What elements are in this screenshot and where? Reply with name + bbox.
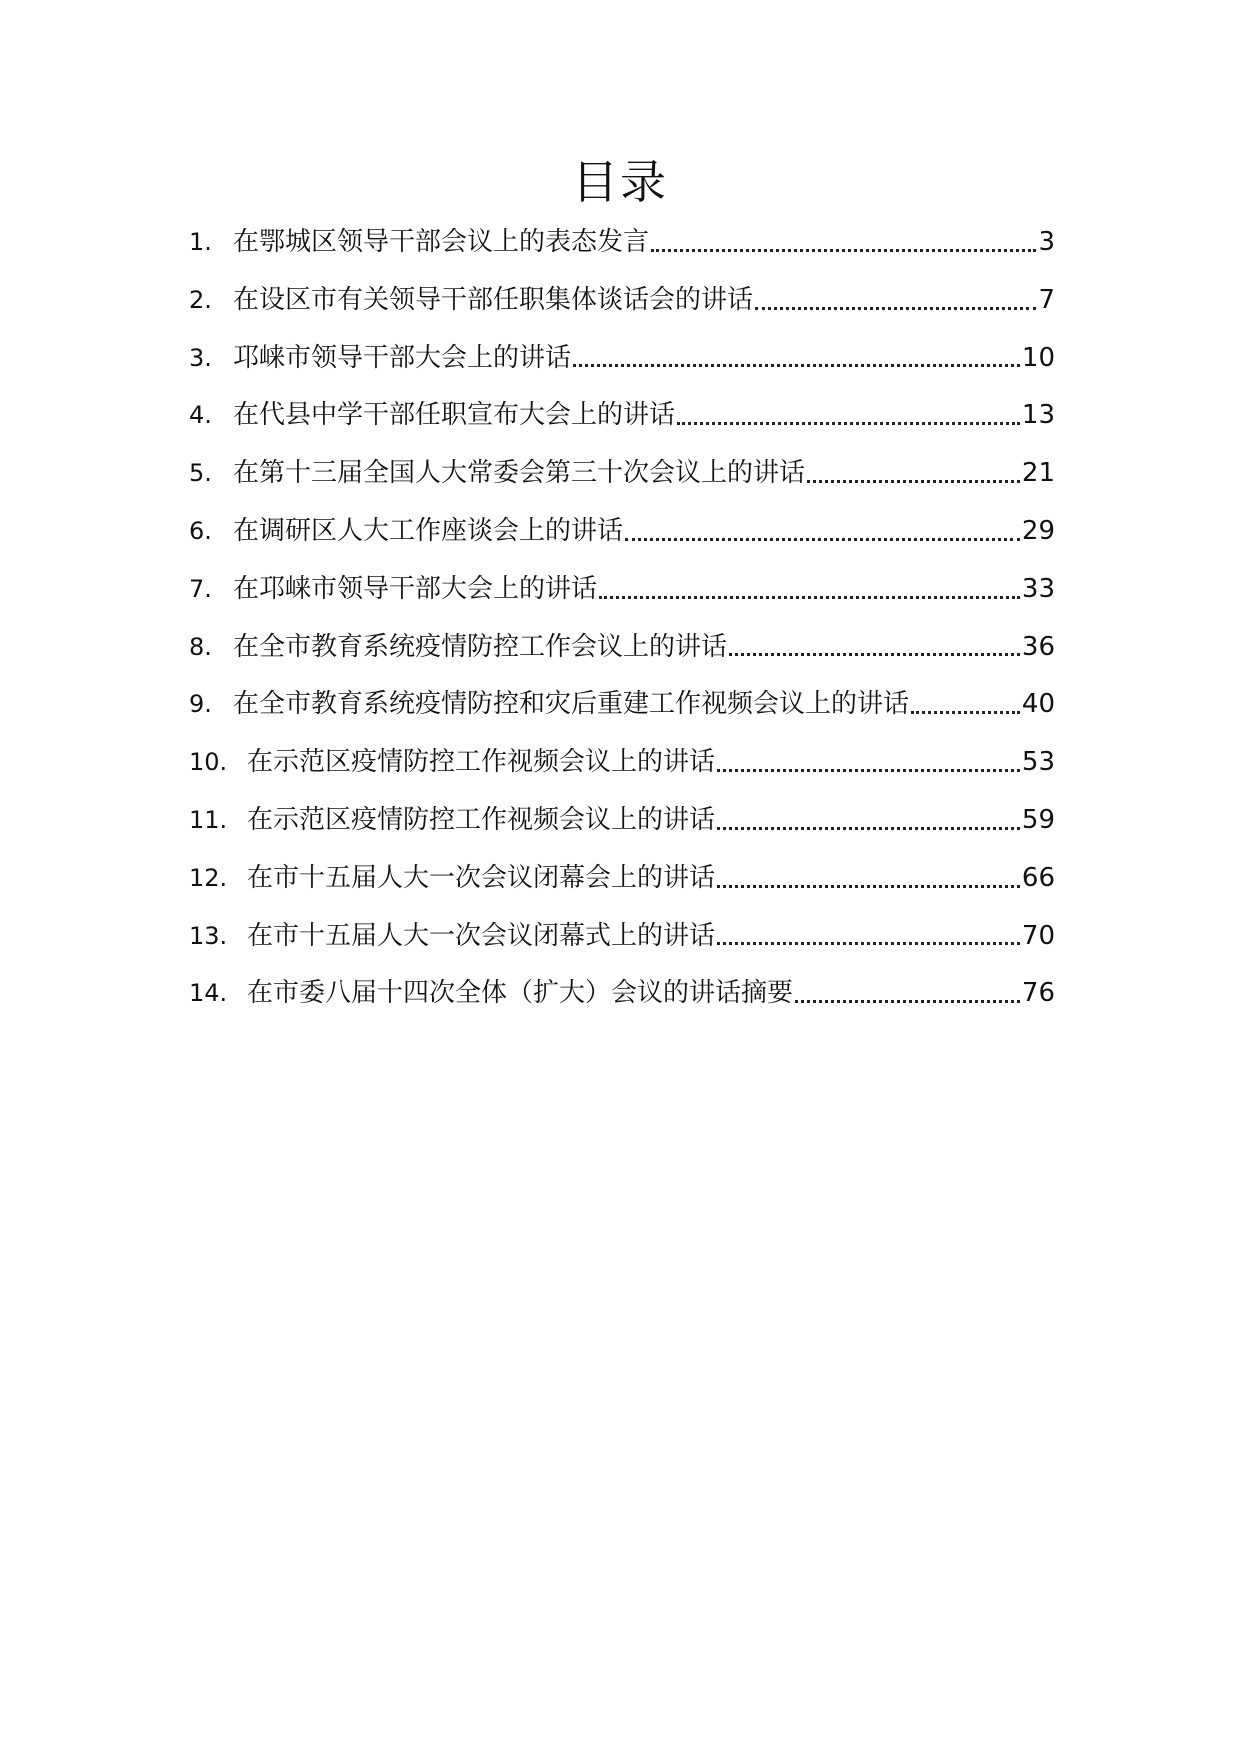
toc-entry-page: 70 (1021, 920, 1055, 951)
toc-entry-number: 2. (189, 285, 212, 314)
toc-entry[interactable] (189, 965, 1055, 1023)
toc-entry-page: 59 (1021, 804, 1055, 835)
toc-leader-dots (625, 535, 1020, 541)
toc-entry-title: 在全市教育系统疫情防控和灾后重建工作视频会议上的讲话 (233, 689, 910, 720)
toc-entry-title: 在调研区人大工作座谈会上的讲话 (233, 515, 624, 546)
toc-entry-number: 12. (189, 863, 228, 892)
toc-entry-page: 7 (1038, 284, 1055, 315)
toc-entry-number: 10. (189, 748, 228, 777)
toc-entry-page: 36 (1021, 631, 1055, 662)
toc-entry-title: 在全市教育系统疫情防控工作会议上的讲话 (233, 631, 728, 662)
toc-entry-page: 10 (1021, 342, 1055, 373)
toc-entry-number: 11. (189, 805, 228, 834)
toc-leader-dots (651, 246, 1036, 252)
toc-entry-title: 在示范区疫情防控工作视频会议上的讲话 (247, 804, 716, 835)
toc-entry[interactable] (189, 330, 1055, 388)
toc-entry[interactable] (189, 214, 1055, 272)
toc-entry[interactable] (189, 850, 1055, 908)
toc-entry-number: 3. (189, 343, 212, 372)
toc-entry-page: 21 (1021, 458, 1055, 489)
toc-list (189, 214, 1055, 1023)
toc-entry-page: 33 (1021, 573, 1055, 604)
toc-entry-number: 13. (189, 921, 228, 950)
toc-entry-title: 在市十五届人大一次会议闭幕会上的讲话 (247, 862, 716, 893)
toc-leader-dots (717, 766, 1020, 772)
toc-entry-number: 7. (189, 574, 212, 603)
toc-entry[interactable] (189, 619, 1055, 677)
toc-leader-dots (807, 477, 1020, 483)
toc-leader-dots (755, 304, 1036, 310)
toc-entry[interactable] (189, 561, 1055, 619)
toc-entry-title: 在邛崃市领导干部大会上的讲话 (233, 573, 598, 604)
toc-leader-dots (573, 361, 1020, 367)
toc-entry[interactable] (189, 387, 1055, 445)
toc-leader-dots (677, 419, 1020, 425)
toc-entry-number: 5. (189, 459, 212, 488)
toc-entry-page: 29 (1021, 515, 1055, 546)
toc-leader-dots (717, 824, 1020, 830)
toc-leader-dots (795, 997, 1020, 1003)
toc-entry[interactable] (189, 908, 1055, 966)
toc-entry-page: 53 (1021, 747, 1055, 778)
toc-entry[interactable] (189, 272, 1055, 330)
toc-entry-page: 66 (1021, 862, 1055, 893)
toc-entry-title: 在设区市有关领导干部任职集体谈话会的讲话 (233, 284, 754, 315)
toc-entry[interactable] (189, 503, 1055, 561)
toc-entry-page: 3 (1038, 227, 1055, 257)
toc-entry-title: 在鄂城区领导干部会议上的表态发言 (233, 227, 650, 257)
toc-entry-number: 8. (189, 632, 212, 661)
toc-entry-number: 6. (189, 516, 212, 545)
toc-entry-number: 9. (189, 690, 212, 719)
toc-entry[interactable] (189, 445, 1055, 503)
toc-entry-title: 邛崃市领导干部大会上的讲话 (233, 342, 572, 373)
toc-leader-dots (717, 882, 1020, 888)
toc-entry[interactable] (189, 734, 1055, 792)
toc-entry-title: 在市委八届十四次全体（扩大）会议的讲话摘要 (247, 978, 794, 1009)
toc-entry-page: 13 (1021, 400, 1055, 431)
toc-entry[interactable] (189, 792, 1055, 850)
toc-entry-number: 4. (189, 401, 212, 430)
toc-entry-title: 在第十三届全国人大常委会第三十次会议上的讲话 (233, 458, 806, 489)
toc-leader-dots (911, 708, 1020, 714)
toc-leader-dots (717, 939, 1020, 945)
toc-leader-dots (599, 593, 1020, 599)
toc-entry[interactable] (189, 676, 1055, 734)
toc-entry-number: 1. (189, 228, 212, 256)
toc-entry-title: 在市十五届人大一次会议闭幕式上的讲话 (247, 920, 716, 951)
toc-title: 目录 (572, 155, 668, 209)
toc-entry-title: 在示范区疫情防控工作视频会议上的讲话 (247, 747, 716, 778)
toc-entry-number: 14. (189, 979, 228, 1008)
toc-entry-title: 在代县中学干部任职宣布大会上的讲话 (233, 400, 676, 431)
toc-entry-page: 76 (1021, 978, 1055, 1009)
toc-entry-page: 40 (1021, 689, 1055, 720)
toc-leader-dots (729, 650, 1020, 656)
